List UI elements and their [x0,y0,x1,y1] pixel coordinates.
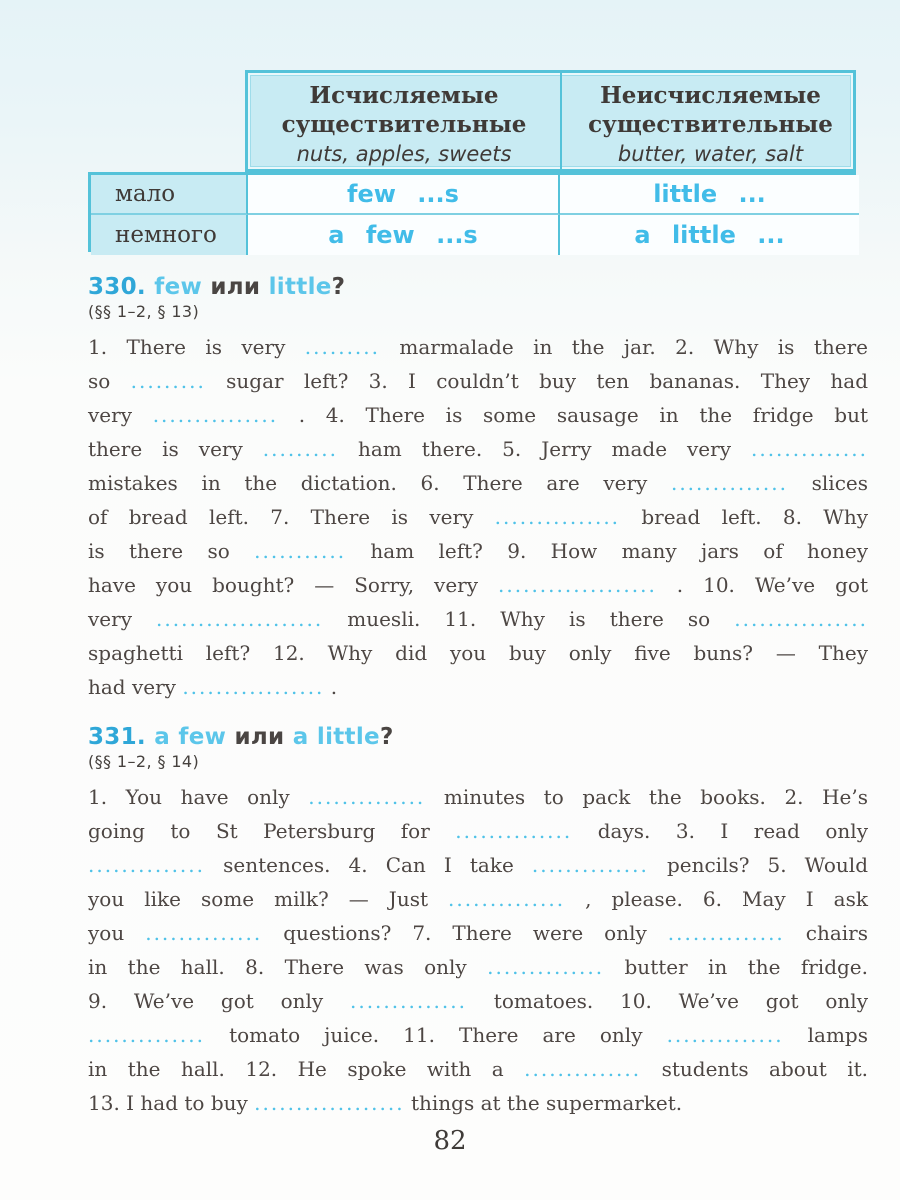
row-label-malo: мало [91,175,248,215]
text-segment: ham there. 5. Jerry made very [337,437,751,461]
text-segment: muesli. 11. Why is there so [323,607,735,631]
text-segment: . 10. We’ve got [656,573,868,597]
fill-in-blank: ................... [498,573,657,597]
exercise-331-reference: (§§ 1–2, § 14) [88,752,200,771]
countable-nouns-examples: nuts, apples, sweets [296,141,512,166]
text-segment: butter in the fridge. [604,955,868,979]
text-segment: things at the supermarket. [404,1091,683,1115]
fill-in-blank: ............... [152,403,279,427]
little-cell: little ... [560,175,859,215]
text-segment: tomatoes. 10. We’ve got only [467,989,868,1013]
fill-in-blank: .............. [448,887,566,911]
fill-in-blank: .............. [670,471,788,495]
text-line [88,950,868,984]
fill-in-blank: ......... [130,369,206,393]
a-little-cell: a little ... [560,215,859,255]
fill-in-blank: ......... [304,335,380,359]
text-segment: sugar left? 3. I couldn’t buy ten bananas. They had [205,369,868,393]
text-segment: days. 3. I read only [572,819,869,843]
exercise-331-text [88,780,868,1120]
text-line [88,432,868,466]
text-segment: have you bought? — Sorry, very [88,573,499,597]
exercise-331 [88,724,868,1120]
text-segment: going to St Petersburg for [88,819,456,843]
text-segment: students about it. [641,1057,868,1081]
text-line [88,1052,868,1086]
text-segment: questions? 7. There were only [262,921,668,945]
fill-in-blank: .............. [308,785,426,809]
text-line [88,364,868,398]
text-line [88,780,868,814]
fill-in-blank: .............. [145,921,263,945]
text-line [88,814,868,848]
text-segment: had very [88,675,183,699]
heading-segment: или [210,274,269,300]
text-segment: is there so [88,539,255,563]
fill-in-blank: .............. [487,955,605,979]
text-segment: lamps [783,1023,868,1047]
text-line [88,602,868,636]
exercise-330-reference: (§§ 1–2, § 13) [88,302,200,321]
text-segment: 13. I had to buy [88,1091,255,1115]
text-segment: mistakes in the dictation. 6. There are very [88,471,671,495]
text-segment: sentences. 4. Can I take [205,853,532,877]
text-segment: of bread left. 7. There is very [88,505,495,529]
heading-segment: 330. [88,274,155,300]
text-segment: bread left. 8. Why [620,505,869,529]
fill-in-blank: .............. [455,819,573,843]
text-segment: . 4. There is some sausage in the fridge but [278,403,868,427]
heading-segment: или [234,724,293,750]
fill-in-blank: ................. [182,675,325,699]
exercise-330-text [88,330,868,704]
text-segment: spaghetti left? 12. Why did you buy only five buns? — They [88,641,868,665]
fill-in-blank: .............. [531,853,649,877]
text-segment: pencils? 5. Would [648,853,868,877]
fill-in-blank: ......... [262,437,338,461]
grammar-table-header [245,70,856,172]
text-line [88,984,868,1018]
text-segment: 1. There is very [88,335,305,359]
countable-nouns-header-cell [248,73,560,169]
text-line [88,500,868,534]
text-line [88,466,868,500]
text-segment: slices [787,471,868,495]
row-label-nemnogo: немного [91,215,248,255]
text-line [88,916,868,950]
fill-in-blank: ............... [494,505,621,529]
text-segment: . [324,675,338,699]
fill-in-blank: .............. [667,921,785,945]
few-cell: few ...s [248,175,560,215]
text-segment: minutes to pack the books. 2. He’s [425,785,868,809]
text-segment: you like some milk? — Just [88,887,449,911]
text-segment: tomato juice. 11. There are only [205,1023,667,1047]
heading-segment: ? [331,274,346,300]
text-segment: marmalade in the jar. 2. Why is there [380,335,868,359]
fill-in-blank: .............. [349,989,467,1013]
text-line [88,398,868,432]
text-segment: , please. 6. May I ask [565,887,868,911]
text-line [88,1018,868,1052]
fill-in-blank: .............. [666,1023,784,1047]
a-few-cell: a few ...s [248,215,560,255]
text-segment: you [88,921,146,945]
text-segment: 1. You have only [88,785,309,809]
page-number: 82 [433,1126,467,1156]
fill-in-blank: .............. [88,1023,206,1047]
fill-in-blank: .................. [254,1091,405,1115]
uncountable-nouns-title: Неисчисляемые существительные [588,81,833,138]
text-line [88,330,868,364]
exercise-330-title [88,274,868,300]
grammar-table-body [88,172,856,252]
text-line [88,568,868,602]
text-segment: there is very [88,437,263,461]
uncountable-nouns-header-cell [560,73,859,169]
text-segment: very [88,403,153,427]
text-line [88,848,868,882]
text-segment: chairs [784,921,869,945]
heading-segment: a little [292,724,380,750]
text-segment: very [88,607,157,631]
text-line [88,882,868,916]
fill-in-blank: .............. [524,1057,642,1081]
fill-in-blank: .............. [750,437,868,461]
fill-in-blank: ................ [734,607,868,631]
exercise-330 [88,274,868,704]
uncountable-nouns-examples: butter, water, salt [617,141,804,166]
text-segment: in the hall. 12. He spoke with a [88,1057,525,1081]
heading-segment: 331. [88,724,155,750]
exercise-331-title [88,724,868,750]
text-line [88,636,868,670]
text-segment: in the hall. 8. There was only [88,955,488,979]
grammar-table [88,70,856,252]
text-line [88,670,868,704]
text-segment: so [88,369,131,393]
text-line [88,534,868,568]
countable-nouns-title: Исчисляемые существительные [281,81,527,138]
heading-segment: ? [379,724,394,750]
text-line [88,1086,868,1120]
heading-segment: few [154,274,211,300]
text-segment: ham left? 9. How many jars of honey [346,539,868,563]
heading-segment: a few [154,724,235,750]
fill-in-blank: ........... [254,539,347,563]
heading-segment: little [268,274,332,300]
fill-in-blank: .............. [88,853,206,877]
text-segment: 9. We’ve got only [88,989,350,1013]
fill-in-blank: .................... [156,607,324,631]
